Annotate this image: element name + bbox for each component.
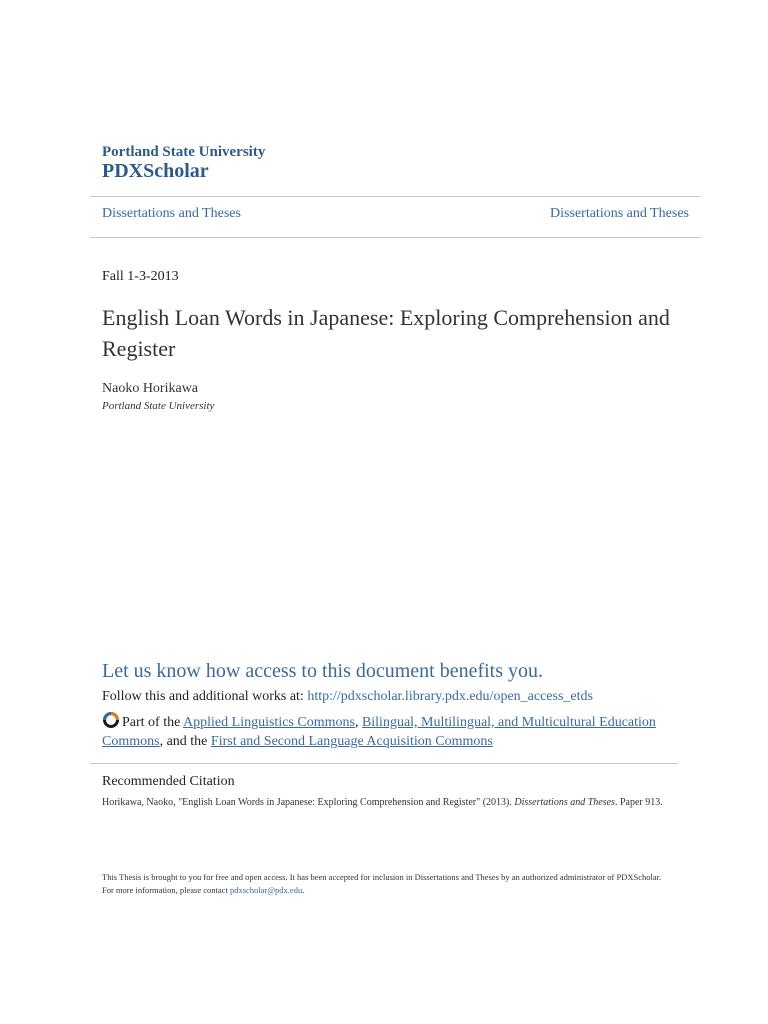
access-notice — [102, 871, 672, 897]
divider-citation — [90, 763, 678, 764]
part-of-prefix: Part of the — [122, 715, 184, 730]
citation-suffix: . Paper 913. — [614, 797, 663, 808]
document-title: English Loan Words in Japanese: Exploring Comprehension and Register — [102, 305, 670, 361]
citation-prefix: Horikawa, Naoko, "English Loan Words in Japanese: Exploring Comprehension and Register" (2013). — [102, 797, 515, 808]
collection-link-right[interactable]: Dissertations and Theses — [550, 206, 689, 221]
author-affiliation: Portland State University — [102, 400, 215, 412]
divider-nav — [90, 237, 701, 238]
citation-heading: Recommended Citation — [102, 774, 235, 789]
commons-link-applied-linguistics[interactable]: Applied Linguistics Commons — [183, 715, 355, 730]
site-name[interactable]: PDXScholar — [102, 160, 209, 182]
notice-end: . — [302, 885, 305, 895]
citation-text — [102, 796, 667, 809]
citation-series: Dissertations and Theses — [514, 797, 615, 808]
follow-line — [102, 689, 593, 705]
separator: , and the — [159, 734, 211, 749]
author-name: Naoko Horikawa — [102, 381, 199, 396]
collection-link-left[interactable]: Dissertations and Theses — [102, 206, 241, 221]
separator: , — [354, 715, 362, 730]
institution-name: Portland State University — [102, 144, 266, 160]
follow-prefix: Follow this and additional works at: — [102, 689, 308, 704]
divider-top — [90, 196, 701, 197]
publication-date: Fall 1-3-2013 — [102, 269, 179, 284]
network-logo-icon — [102, 711, 120, 729]
feedback-link[interactable]: Let us know how access to this document benefits you. — [102, 660, 544, 682]
commons-link-language-acquisition[interactable]: First and Second Language Acquisition Commons — [210, 734, 493, 749]
disciplines-line — [102, 711, 672, 751]
notice-text: This Thesis is brought to you for free and open access. It has been accepted for inclusion in Dissertations and Theses by an authorized administrator of PDXScholar. For more information, please contact — [102, 872, 662, 895]
contact-email-link[interactable]: pdxscholar@pdx.edu — [229, 885, 303, 895]
commons-link-bilingual-education[interactable]: Bilingual, Multilingual, and Multicultural Education Commons — [102, 715, 656, 749]
collection-url-link[interactable]: http://pdxscholar.library.pdx.edu/open_access_etds — [307, 689, 593, 704]
